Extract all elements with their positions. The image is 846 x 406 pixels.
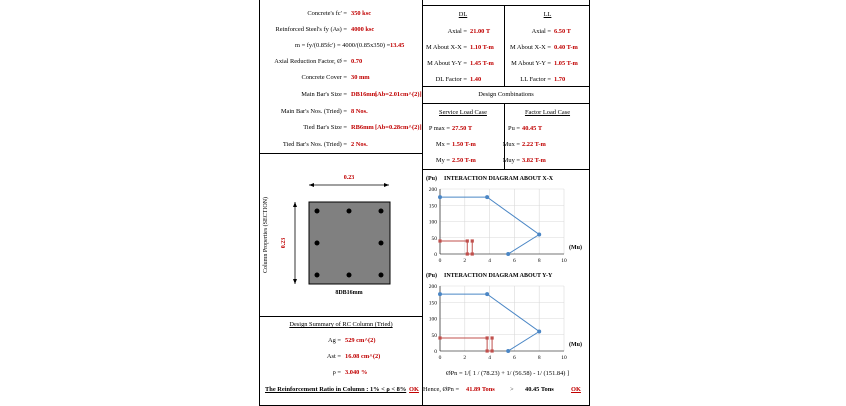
y-tick-label: 100 [428, 219, 437, 226]
cover-value: 30 mm [351, 74, 370, 81]
width-arrow-right [384, 183, 389, 187]
y-tick-label: 200 [428, 187, 437, 193]
x-tick-label: 6 [513, 258, 516, 264]
column-section [309, 202, 390, 284]
pmax-value: 27.50 T [452, 125, 473, 132]
x-tick-label: 10 [561, 258, 567, 264]
rho-value: 3.040 % [345, 369, 368, 376]
data-point [438, 195, 442, 199]
muy-label: Muy = [502, 157, 520, 164]
ll-mx-value: 0.40 T-m [554, 44, 578, 51]
y-tick-label: 150 [428, 203, 437, 210]
dl-factor-label: DL Factor = [435, 76, 467, 83]
data-point [485, 195, 489, 199]
dl-my-label: M About Y-Y = [427, 60, 467, 67]
width-arrow-left [309, 183, 314, 187]
capacity-formula: ØPn = 1/[ 1 / (78.23) + 1/ (56.58) - 1/ (151.84) ] [446, 370, 570, 377]
dl-factor-value: 1.40 [470, 76, 482, 83]
phi-label: Axial Reduction Factor, Ø = [274, 58, 347, 65]
rebar [379, 241, 384, 246]
data-point [466, 252, 469, 255]
ast-label: Ast = [326, 353, 341, 360]
m-value: 13.45 [390, 42, 405, 49]
rebar [347, 273, 352, 278]
interaction-chart-yy [422, 266, 590, 366]
series-line-1 [440, 338, 492, 351]
y-axis-label: (Pu) [426, 176, 437, 182]
rebar [379, 273, 384, 278]
ll-axial-value: 6.50 T [554, 28, 571, 35]
main-bar-area: [Ab=2.01cm^(2)] [375, 91, 422, 98]
data-point [466, 239, 469, 242]
muy-value: 3.82 T-m [522, 157, 546, 164]
height-arrow-bottom [293, 279, 297, 284]
combinations-title: Design Combinations [478, 91, 534, 98]
x-tick-label: 10 [561, 355, 567, 361]
y-tick-label: 200 [428, 284, 437, 290]
tied-bar-label: Tied Bar's Size = [303, 124, 347, 131]
combinations-header-line [422, 103, 590, 104]
factor-header: Factor Load Case [524, 109, 571, 116]
y-tick-label: 0 [434, 252, 437, 258]
width-dim: 0.23 [343, 175, 355, 181]
rebar [315, 209, 320, 214]
x-tick-label: 0 [438, 258, 442, 264]
ll-my-value: 1.05 T-m [554, 60, 578, 67]
data-point [490, 336, 493, 339]
x-tick-label: 6 [513, 355, 516, 361]
bar-label: 8DB16mm [335, 290, 363, 296]
data-point [537, 330, 541, 334]
data-point [506, 349, 510, 353]
y-tick-label: 50 [431, 235, 437, 242]
capacity-result-value: 41.89 Tons [466, 386, 495, 393]
ll-mx-label: M About X-X = [509, 44, 551, 51]
main-bar-value: DB16mm [351, 91, 377, 98]
my-value: 2.50 T-m [452, 157, 476, 164]
data-point [471, 239, 474, 242]
ll-my-label: M About Y-Y = [511, 60, 551, 67]
main-bar-label: Main Bar's Size = [301, 91, 347, 98]
x-tick-label: 0 [438, 355, 442, 361]
data-point [438, 336, 441, 339]
fc-value: 350 ksc [351, 10, 372, 17]
rebar [379, 209, 384, 214]
x-tick-label: 2 [463, 355, 467, 361]
ag-value: 529 cm^(2) [345, 337, 376, 344]
capacity-ok: OK [571, 386, 581, 393]
data-point [506, 252, 510, 256]
data-point [537, 233, 541, 237]
design-sheet [259, 0, 831, 400]
fc-label: Concrete's fc' = [307, 10, 347, 17]
chart-title: INTERACTION DIAGRAM ABOUT Y-Y [444, 273, 553, 279]
dl-axial-value: 21.00 T [470, 28, 491, 35]
dl-axial-label: Axial = [447, 28, 467, 35]
y-tick-label: 150 [428, 300, 437, 307]
series-line-1 [440, 241, 472, 254]
mx-value: 1.50 T-m [452, 141, 476, 148]
x-tick-label: 4 [488, 258, 491, 264]
data-point [486, 336, 489, 339]
mx-label: Mx = [435, 141, 450, 148]
ast-value: 16.08 cm^(2) [345, 353, 381, 360]
height-dim: 0.23 [281, 237, 287, 249]
greater-than: > [510, 386, 514, 393]
pmax-label: P max = [428, 125, 450, 132]
ll-header: LL [543, 11, 552, 18]
rho-label: ρ = [332, 369, 341, 376]
ll-factor-label: LL Factor = [520, 76, 551, 83]
data-point [485, 292, 489, 296]
mux-label: Mux = [502, 141, 520, 148]
tied-nos-value: 2 Nos. [351, 141, 368, 148]
mux-value: 2.22 T-m [522, 141, 546, 148]
interaction-chart-xx [422, 169, 590, 269]
pu-value: 40.45 T [522, 125, 543, 132]
fy-label: Reinforced Steel's fy (As) = [275, 26, 347, 33]
dl-my-value: 1.45 T-m [470, 60, 494, 67]
x-axis-label: (Mu) [569, 245, 582, 251]
my-label: My = [435, 157, 450, 164]
data-point [471, 252, 474, 255]
x-tick-label: 2 [463, 258, 467, 264]
main-nos-value: 8 Nos. [351, 108, 368, 115]
ll-axial-label: Axial = [531, 28, 551, 35]
dl-mx-label: M About X-X = [425, 44, 467, 51]
pu-compare: 40.45 Tons [525, 386, 554, 393]
dl-header: DL [458, 11, 468, 18]
height-arrow-top [293, 202, 297, 207]
y-tick-label: 100 [428, 316, 437, 323]
rebar [315, 241, 320, 246]
ag-label: Ag = [327, 337, 341, 344]
service-header: Service Load Case [439, 109, 487, 116]
ll-factor-value: 1.70 [554, 76, 566, 83]
chart-title: INTERACTION DIAGRAM ABOUT X-X [444, 176, 554, 182]
side-label: Column Properties (SECTION) [263, 197, 269, 273]
x-tick-label: 4 [488, 355, 491, 361]
section-drawing [259, 153, 423, 317]
dl-mx-value: 1.10 T-m [470, 44, 494, 51]
tied-nos-label: Tied Bar's Nos. (Tried) = [282, 141, 347, 148]
summary-title: Design Summary of RC Column (Tried) [289, 321, 393, 328]
pu-label: Pu = [508, 125, 520, 132]
data-point [438, 239, 441, 242]
x-tick-label: 8 [537, 355, 541, 361]
tied-bar-value: RB6mm [351, 124, 374, 131]
data-point [438, 292, 442, 296]
y-tick-label: 50 [431, 332, 437, 339]
ratio-check: The Reinforcement Ratio in Column : 1% < ρ < 8% [265, 386, 407, 393]
phi-value: 0.70 [351, 58, 363, 65]
cover-label: Concrete Cover = [301, 74, 347, 81]
y-tick-label: 0 [434, 349, 437, 355]
fy-value: 4000 ksc [351, 26, 375, 33]
y-axis-label: (Pu) [426, 273, 437, 279]
x-axis-label: (Mu) [569, 342, 582, 348]
rebar [315, 273, 320, 278]
x-tick-label: 8 [537, 258, 541, 264]
data-point [486, 349, 489, 352]
m-label: m = fy/(0.85fc') = 4000/(0.85x350) = [295, 42, 391, 49]
tied-bar-area: [Ab=0.28cm^(2)] [375, 124, 422, 131]
ratio-ok: OK [409, 386, 419, 393]
rebar [347, 209, 352, 214]
data-point [490, 349, 493, 352]
capacity-result-label: Hence, ØPn = [423, 386, 460, 393]
main-nos-label: Main Bar's Nos. (Tried) = [280, 108, 347, 115]
